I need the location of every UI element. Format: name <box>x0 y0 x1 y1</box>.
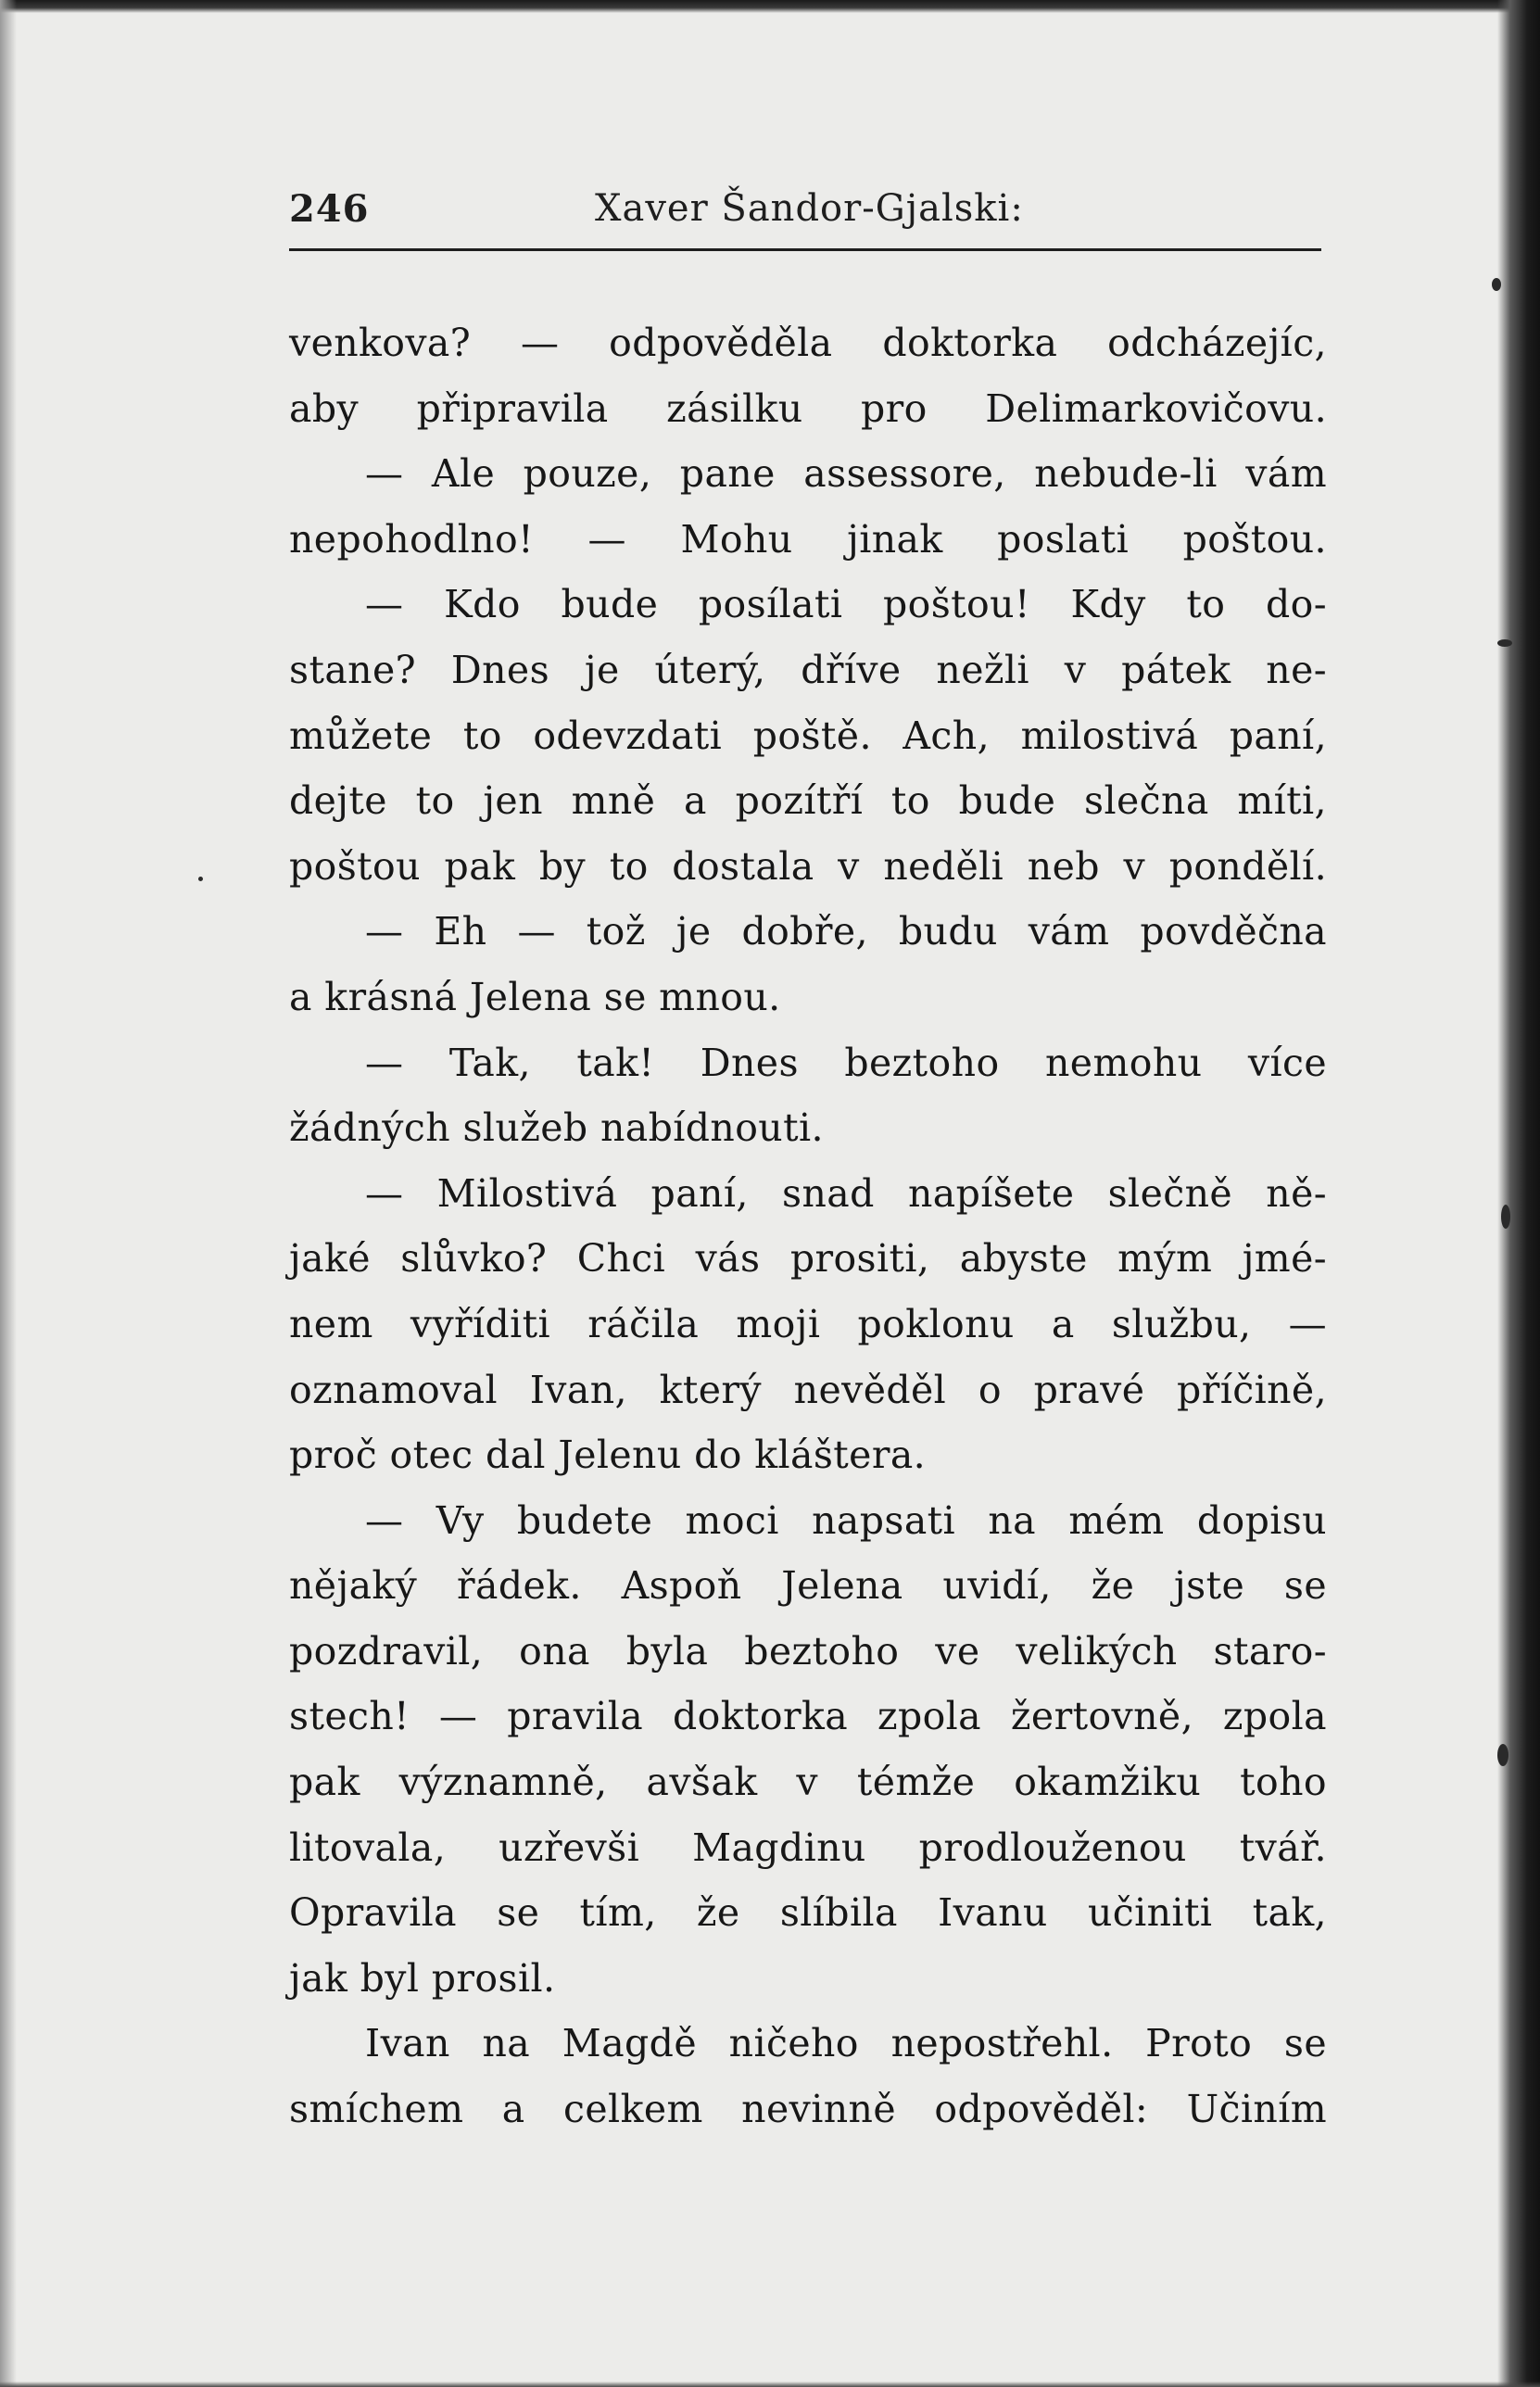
running-header <box>289 182 1321 237</box>
text-line: nepohodlno! — Mohu jinak poslati poštou. <box>289 516 1327 562</box>
text-line: jak byl prosil. <box>289 1955 556 2001</box>
text-line: žádných služeb nabídnouti. <box>289 1105 824 1151</box>
text-line: — Vy budete moci napsati na mém dopisu <box>365 1497 1327 1543</box>
scan-speck <box>198 877 203 881</box>
text-line: stane? Dnes je úterý, dříve nežli v pátek ne- <box>289 647 1327 692</box>
text-line: smíchem a celkem nevinně odpověděl: Učiním <box>289 2087 1327 2132</box>
scan-speck <box>1501 1205 1510 1229</box>
text-line: pak významně, avšak v témže okamžiku toho <box>289 1760 1327 1805</box>
text-line: oznamoval Ivan, který nevěděl o pravé příčině, <box>289 1367 1327 1412</box>
scan-edge-left <box>0 0 17 2387</box>
scan-edge-top <box>0 0 1540 13</box>
page-number: 246 <box>289 187 370 231</box>
scan-speck <box>1497 1744 1508 1766</box>
text-line: — Kdo bude posílati poštou! Kdy to do- <box>365 582 1327 627</box>
text-line: Ivan na Magdě ničeho nepostřehl. Proto se <box>365 2021 1327 2066</box>
text-line: jaké slůvko? Chci vás prositi, abyste mým jmé- <box>289 1236 1327 1282</box>
text-line: nem vyříditi ráčila moji poklonu a službu, — <box>289 1301 1327 1346</box>
text-line: aby připravila zásilku pro Delimarkovičovu. <box>289 385 1327 431</box>
text-line: pozdravil, ona byla beztoho ve velikých staro- <box>289 1628 1327 1673</box>
body-text <box>289 310 1327 2142</box>
text-line: nějaký řádek. Aspoň Jelena uvidí, že jste se <box>289 1563 1327 1609</box>
scan-speck <box>1497 639 1512 647</box>
running-title: Xaver Šandor-Gjalski: <box>595 187 1024 230</box>
text-line: venkova? — odpověděla doktorka odcházejíc, <box>289 321 1327 365</box>
scan-edge-right <box>1497 0 1540 2387</box>
text-line: můžete to odevzdati poště. Ach, milostivá paní, <box>289 713 1327 758</box>
text-line: stech! — pravila doktorka zpola žertovně, zpola <box>289 1694 1327 1739</box>
header-rule <box>289 248 1321 251</box>
scan-edge-bottom <box>0 2381 1540 2387</box>
text-line: — Milostivá paní, snad napíšete slečně ně- <box>365 1170 1327 1216</box>
text-line: poštou pak by to dostala v neděli neb v pondělí. <box>289 843 1327 889</box>
scan-speck <box>1492 278 1501 291</box>
text-line: proč otec dal Jelenu do kláštera. <box>289 1433 927 1478</box>
text-line: — Eh — tož je dobře, budu vám povděčna <box>365 909 1327 954</box>
text-line: dejte to jen mně a pozítří to bude slečna míti, <box>289 778 1327 824</box>
text-line: Opravila se tím, že slíbila Ivanu učiniti tak, <box>289 1890 1327 1936</box>
text-line: — Ale pouze, pane assessore, nebude-li vám <box>365 451 1327 497</box>
text-line: — Tak, tak! Dnes beztoho nemohu více <box>365 1040 1327 1085</box>
text-line: litovala, uzřevši Magdinu prodlouženou tvář. <box>289 1825 1327 1870</box>
text-line: a krásná Jelena se mnou. <box>289 974 781 1019</box>
